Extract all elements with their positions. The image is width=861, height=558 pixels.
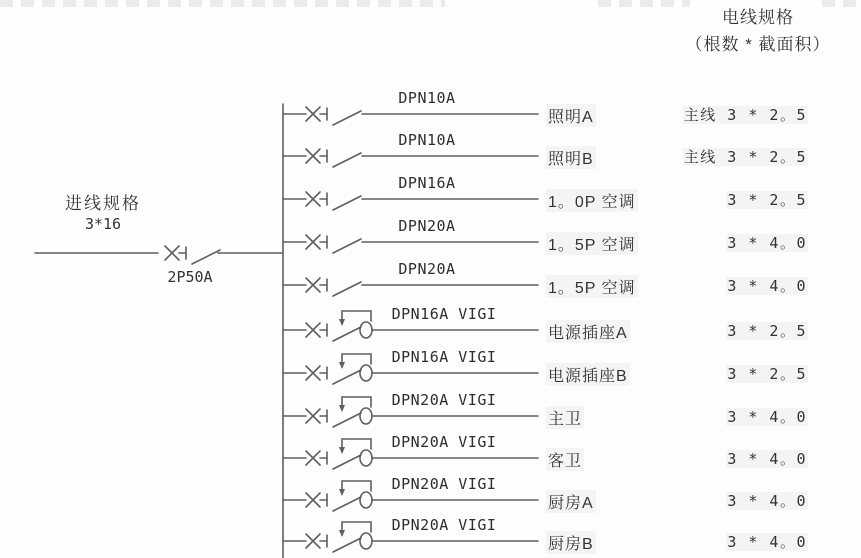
breaker-rating-label: DPN16A VIGI [391,305,497,323]
wire-spec: 3 * 4。0 [727,533,807,551]
breaker-rating-label: DPN16A VIGI [391,348,497,366]
circuit-name: 厨房A [546,490,596,513]
incoming-line [35,246,283,264]
incoming-line-label: 进线规格 [65,194,141,213]
wire-spec: 3 * 2。5 [727,191,807,209]
circuit-name: 客卫 [546,448,584,471]
breaker-rating-label: DPN20A VIGI [391,516,497,534]
wire-spec: 3 * 4。0 [727,277,807,295]
wire-spec-header-title: 电线规格 [722,8,794,27]
branch-line [283,149,538,167]
circuit-name: 电源插座B [546,363,630,386]
breaker-icon [306,192,361,210]
breaker-rating-label: DPN20A VIGI [391,433,497,451]
breaker-icon [306,149,361,167]
breaker-rating-label: DPN20A VIGI [391,475,497,493]
wire-spec: 主线 3 * 2。5 [683,148,807,166]
wire-spec: 3 * 4。0 [727,450,807,468]
wire-spec-header-subtitle: （根数 * 截面积） [685,35,831,54]
circuit-name: 1。0P 空调 [546,189,638,212]
breaker-icon [306,278,361,296]
circuit-name: 照明A [546,104,596,127]
wire-spec: 3 * 4。0 [727,492,807,510]
branch-line [283,235,538,253]
circuit-name: 照明B [546,146,596,169]
main-breaker-rating: 2P50A [167,268,213,286]
circuit-name: 1。5P 空调 [546,275,638,298]
breaker-rating-label: DPN20A [398,217,456,235]
wire-spec: 3 * 2。5 [727,322,807,340]
wire-spec-header [655,4,861,58]
branch-line [283,278,538,296]
breaker-icon [306,107,361,125]
incoming-line-spec: 3*16 [84,215,122,233]
wire-spec: 3 * 2。5 [727,365,807,383]
breaker-rating-label: DPN16A [398,174,456,192]
circuit-name: 主卫 [546,406,584,429]
circuit-name: 电源插座A [546,320,630,343]
breaker-rating-label: DPN20A VIGI [391,391,497,409]
breaker-rating-label: DPN10A [398,131,456,149]
branch-line [283,107,538,125]
wire-spec: 3 * 4。0 [727,234,807,252]
circuit-name: 1。5P 空调 [546,232,638,255]
wire-spec: 主线 3 * 2。5 [683,106,807,124]
wire-spec: 3 * 4。0 [727,408,807,426]
breaker-icon [165,246,220,264]
breaker-rating-label: DPN10A [398,89,456,107]
circuit-name: 厨房B [546,531,596,554]
breaker-icon [306,235,361,253]
breaker-rating-label: DPN20A [398,260,456,278]
branch-line [283,192,538,210]
